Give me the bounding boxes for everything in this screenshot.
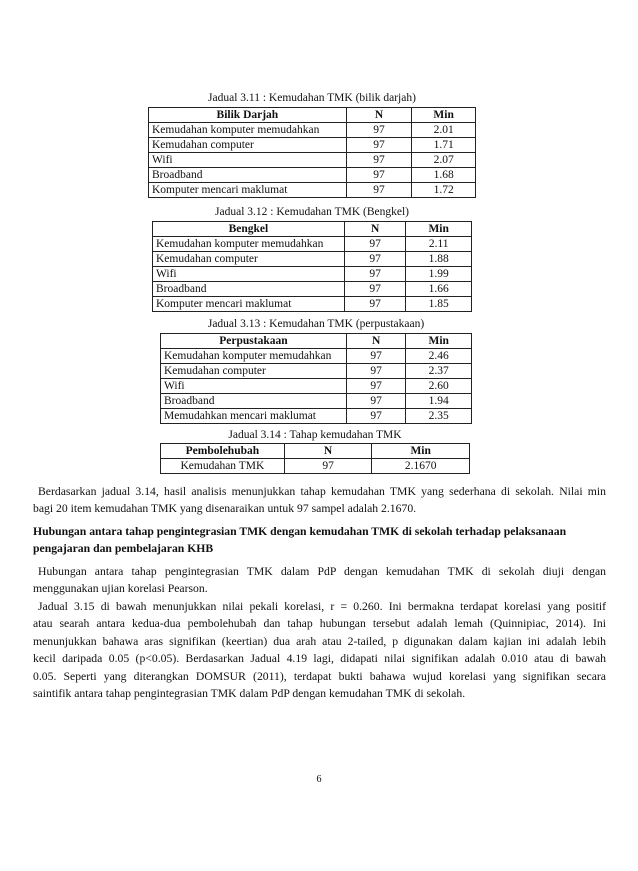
table-row xyxy=(161,459,470,474)
item-cell: Kemudahan TMK xyxy=(161,459,285,474)
n-cell: 97 xyxy=(344,297,406,312)
min-cell: 2.46 xyxy=(406,349,472,364)
item-cell: Kemudahan komputer memudahkan xyxy=(153,237,345,252)
table-row xyxy=(153,267,472,282)
min-cell: 2.1670 xyxy=(372,459,470,474)
table-row xyxy=(149,183,476,198)
paragraph-korelasi xyxy=(33,598,606,702)
table-3-13-caption: Jadual 3.13 : Kemudahan TMK (perpustakaan) xyxy=(207,318,425,330)
table-row xyxy=(161,364,472,379)
header-cell: N xyxy=(344,222,406,237)
paragraph-line: Jadual 3.15 di bawah menunjukkan nilai pekali korelasi, r = 0.260. Ini bermakna terdapat korelasi yang positif xyxy=(38,600,606,613)
n-cell: 97 xyxy=(346,364,406,379)
item-cell: Memudahkan mencari maklumat xyxy=(161,409,347,424)
n-cell: 97 xyxy=(346,183,412,198)
min-cell: 1.66 xyxy=(406,282,472,297)
table-row xyxy=(153,282,472,297)
n-cell: 97 xyxy=(346,123,412,138)
table-row xyxy=(149,153,476,168)
item-cell: Broadband xyxy=(153,282,345,297)
paragraph-line: bagi 20 item kemudahan TMK yang disenaraikan untuk 97 sampel adalah 2.1670. xyxy=(33,502,417,516)
header-cell: Bengkel xyxy=(153,222,345,237)
min-cell: 2.35 xyxy=(406,409,472,424)
item-cell: Wifi xyxy=(149,153,347,168)
item-cell: Wifi xyxy=(153,267,345,282)
min-cell: 1.71 xyxy=(412,138,476,153)
min-cell: 2.07 xyxy=(412,153,476,168)
item-cell: Kemudahan computer xyxy=(153,252,345,267)
paragraph-jadual-3-14 xyxy=(33,483,606,518)
table-row xyxy=(161,349,472,364)
header-cell: N xyxy=(346,334,406,349)
table-row xyxy=(149,138,476,153)
header-cell: Perpustakaan xyxy=(161,334,347,349)
header-cell: Min xyxy=(406,222,472,237)
table-3-12-caption: Jadual 3.12 : Kemudahan TMK (Bengkel) xyxy=(215,206,409,218)
n-cell: 97 xyxy=(346,168,412,183)
item-cell: Komputer mencari maklumat xyxy=(153,297,345,312)
item-cell: Komputer mencari maklumat xyxy=(149,183,347,198)
header-cell: N xyxy=(284,444,372,459)
min-cell: 1.88 xyxy=(406,252,472,267)
table-3-14-caption: Jadual 3.14 : Tahap kemudahan TMK xyxy=(228,429,402,441)
table-header-row xyxy=(149,108,476,123)
table-3-11 xyxy=(148,107,476,198)
n-cell: 97 xyxy=(346,349,406,364)
n-cell: 97 xyxy=(346,153,412,168)
n-cell: 97 xyxy=(346,379,406,394)
item-cell: Kemudahan komputer memudahkan xyxy=(161,349,347,364)
table-row xyxy=(161,409,472,424)
heading-line: Hubungan antara tahap pengintegrasian TMK dengan kemudahan TMK di sekolah terhadap pelaksanaan xyxy=(33,525,567,538)
header-cell: Pembolehubah xyxy=(161,444,285,459)
paragraph-line: 0.05. Seperti yang diterangkan DOMSUR (2011), terdapat bukti bahawa wujud korelasi yang signifikan secara xyxy=(33,669,606,683)
n-cell: 97 xyxy=(344,282,406,297)
min-cell: 1.94 xyxy=(406,394,472,409)
n-cell: 97 xyxy=(284,459,372,474)
table-row xyxy=(161,379,472,394)
item-cell: Kemudahan computer xyxy=(149,138,347,153)
table-row xyxy=(153,252,472,267)
table-3-11-caption: Jadual 3.11 : Kemudahan TMK (bilik darjah) xyxy=(208,92,416,104)
header-cell: Bilik Darjah xyxy=(149,108,347,123)
n-cell: 97 xyxy=(346,394,406,409)
paragraph-line: menunjukkan bahawa aras signifikan (keertian) dua arah atau 2-tailed, p digunakan dalam kajian ini adalah lebih xyxy=(33,634,606,648)
paragraph-pearson xyxy=(33,563,606,598)
item-cell: Kemudahan computer xyxy=(161,364,347,379)
item-cell: Wifi xyxy=(161,379,347,394)
min-cell: 2.01 xyxy=(412,123,476,138)
header-cell: Min xyxy=(406,334,472,349)
min-cell: 2.11 xyxy=(406,237,472,252)
paragraph-line: Hubungan antara tahap pengintegrasian TMK dalam PdP dengan kemudahan TMK di sekolah diuji dengan xyxy=(38,565,606,578)
n-cell: 97 xyxy=(346,409,406,424)
n-cell: 97 xyxy=(344,252,406,267)
table-3-13 xyxy=(160,333,472,424)
table-row xyxy=(149,168,476,183)
header-cell: Min xyxy=(412,108,476,123)
section-heading xyxy=(33,523,613,558)
header-cell: Min xyxy=(372,444,470,459)
heading-line: pengajaran dan pembelajaran KHB xyxy=(33,542,214,556)
min-cell: 1.68 xyxy=(412,168,476,183)
paragraph-line: kecil daripada 0.05 (p<0.05). Berdasarkan Jadual 4.19 lagi, didapati nilai signifikan adalah 0.010 atau di bawah xyxy=(33,652,606,666)
paragraph-line: atau searah antara kedua-dua pembolehubah dan tahap hubungan tersebut adalah lemah (Quinnipiac, 2014). Ini xyxy=(33,617,606,631)
min-cell: 2.60 xyxy=(406,379,472,394)
header-cell: N xyxy=(346,108,412,123)
paragraph-line: Berdasarkan jadual 3.14, hasil analisis menunjukkan tahap kemudahan TMK yang sederhana di sekolah. Nilai min xyxy=(38,485,606,498)
min-cell: 1.72 xyxy=(412,183,476,198)
table-header-row xyxy=(153,222,472,237)
n-cell: 97 xyxy=(346,138,412,153)
table-header-row xyxy=(161,334,472,349)
table-row xyxy=(153,297,472,312)
paragraph-line: menggunakan ujian korelasi Pearson. xyxy=(33,582,208,596)
table-header-row xyxy=(161,444,470,459)
table-row xyxy=(153,237,472,252)
page-number: 6 xyxy=(316,774,322,785)
item-cell: Broadband xyxy=(149,168,347,183)
paragraph-line: saintifik antara tahap pengintegrasian TMK dalam PdP dengan kemudahan TMK di sekolah. xyxy=(33,687,466,701)
n-cell: 97 xyxy=(344,267,406,282)
item-cell: Broadband xyxy=(161,394,347,409)
table-3-12 xyxy=(152,221,472,312)
table-row xyxy=(161,394,472,409)
min-cell: 2.37 xyxy=(406,364,472,379)
min-cell: 1.85 xyxy=(406,297,472,312)
min-cell: 1.99 xyxy=(406,267,472,282)
item-cell: Kemudahan komputer memudahkan xyxy=(149,123,347,138)
table-row xyxy=(149,123,476,138)
table-3-14 xyxy=(160,443,470,474)
n-cell: 97 xyxy=(344,237,406,252)
